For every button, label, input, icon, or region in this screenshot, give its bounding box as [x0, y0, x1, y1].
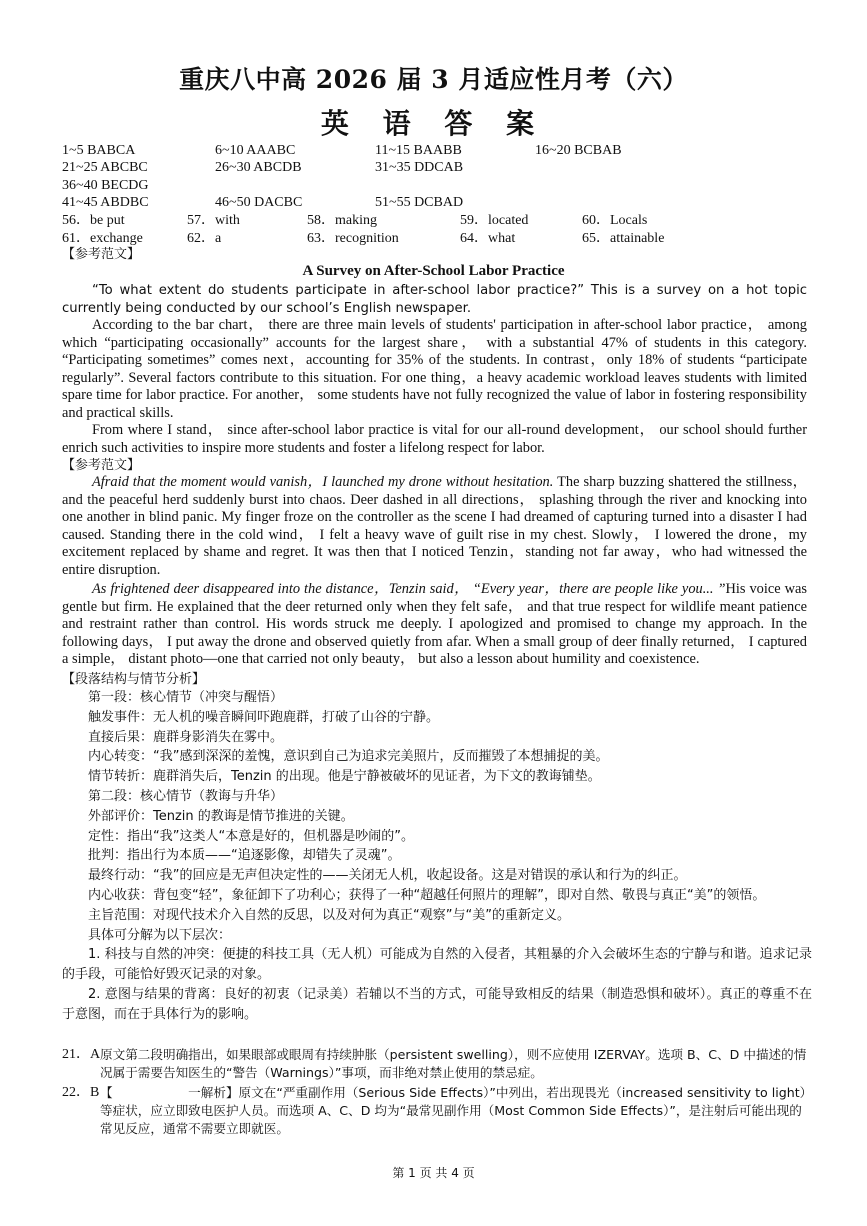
answer-item: 64．what [460, 231, 516, 246]
analysis-line: 最终行动：“我”的回应是无声但决定性的——关闭无人机，收起设备。这是对错误的承认和行为的纠正。 [88, 868, 687, 884]
section-label: 【参考范文】 [62, 247, 141, 262]
analysis-line: 2. 意图与结果的背离：良好的初衷（记录美）若辅以不当的方式，可能导致相反的结果（制造恐惧和破坏）。真正的尊重不在于意图，而在于具体行为的影响。 [62, 986, 812, 1022]
analysis-line: 第二段：核心情节（教诲与升华） [88, 788, 284, 804]
answer-item: 57．with [187, 213, 240, 228]
page-subtitle: 英 语 答 案 [320, 107, 547, 140]
analysis-line: 直接后果：鹿群身影消失在雾中。 [88, 729, 284, 745]
answer-item: 58．making [307, 213, 377, 228]
continuation-text: The sharp buzzing shattered the stillness， and the peaceful herd suddenly burst into chaos. Deer dashed in all directions， splashing through the river and knocking into one another in blind panic. My finger froze on the controller as the scene I had dreamed of capturing turned into a disaster I had caused. Standing there in the cold wind， I felt a heavy wave of guilt rise in my chest. Slowly， I lowered the drone，my excitement replaced by shame and regret. It was then that I noticed Tenzin，standing not far away，who had witnessed the entire disruption. [62, 474, 808, 578]
answer-item: 61．exchange [62, 231, 143, 246]
answer-group: 6~10 AAABC [215, 143, 296, 158]
answer-item: 60．Locals [582, 213, 648, 228]
essay-paragraph: “To what extent do students participate in after-school labor practice?” This is a survey on a hot topic currently being conducted by our school’s English newspaper. [62, 283, 807, 316]
continuation-paragraph [62, 581, 807, 669]
answer-group: 46~50 DACBC [215, 195, 303, 210]
answer-group: 41~45 ABDBC [62, 195, 149, 210]
section-label: 【参考范文】 [62, 458, 141, 473]
essay-title: A Survey on After-School Labor Practice [302, 263, 565, 279]
answer-group: 11~15 BAABB [375, 143, 462, 158]
answer-group: 21~25 ABCBC [62, 160, 148, 175]
analysis-line: 触发事件：无人机的噪音瞬间吓跑鹿群，打破了山谷的宁静。 [88, 709, 440, 725]
given-lead-sentence: Afraid that the moment would vanish，I launched my drone without hesitation. [92, 474, 554, 490]
analysis-line: 内心收获：背包变“轻”，象征卸下了功利心；获得了一种“超越任何照片的理解”，即对自然、敬畏与真正“美”的领悟。 [88, 887, 766, 903]
explanation-item [62, 1046, 812, 1082]
essay-paragraph: According to the bar chart， there are three main levels of students' participation in after-school labor practice， among which “participating occasionally” accounts for the largest share， with a substantial 47% of students in this category. “Participating sometimes” comes next，accounting for 35% of the students. In contrast，only 18% of students “participate regularly”. Several factors contribute to this situation. For one thing，a heavy academic workload leaves students with limited spare time for labor practice. For another， some students have not fully recognized the value of labor in fostering responsibility and practical skills. [62, 317, 807, 421]
essay-paragraph: From where I stand， since after-school labor practice is vital for our all-round development， our school should further enrich such activities to inspire more students and foster a lifelong respect for labor. [62, 422, 807, 456]
answer-item: 62．a [187, 231, 222, 246]
answer-group: 51~55 DCBAD [375, 195, 464, 210]
answer-group: 1~5 BABCA [62, 143, 136, 158]
analysis-line: 批判：指出行为本质——“追逐影像，却错失了灵魂”。 [88, 848, 401, 864]
answer-group: 26~30 ABCDB [215, 160, 302, 175]
analysis-line: 定性：指出“我”这类人“本意是好的，但机器是吵闹的”。 [88, 828, 414, 844]
analysis-line: 第一段：核心情节（冲突与醒悟） [88, 690, 284, 705]
section-label: 【段落结构与情节分析】 [62, 672, 206, 687]
answer-item: 65．attainable [582, 231, 665, 246]
analysis-line: 情节转折：鹿群消失后，Tenzin 的出现。他是宁静被破坏的见证者，为下文的教诲铺垫。 [88, 769, 601, 785]
answer-item: 59．located [460, 213, 529, 228]
answer-item: 63．recognition [307, 231, 399, 246]
continuation-paragraph [62, 474, 807, 580]
explanation-item [62, 1084, 812, 1138]
question-number: 22．B [62, 1085, 100, 1100]
analysis-line: 具体可分解为以下层次： [88, 927, 232, 943]
explanation-text: 原文第二段明确指出，如果眼部或眼周有持续肿胀（persistent swelling），则不应使用 IZERVAY。选项 B、C、D 中描述的情况属于需要告知医生的“警告（Warnings）”事项，而非绝对禁止使用的禁忌症。 [100, 1047, 807, 1080]
page-footer: 第 1 页 共 4 页 [392, 1166, 475, 1180]
analysis-line: 外部评价：Tenzin 的教诲是情节推进的关键。 [88, 808, 354, 824]
explanation-text: 【 一解析】原文在“严重副作用（Serious Side Effects）”中列出，若出现畏光（increased sensitivity to light）等症状，应立即致电医护人员。而选项 A、C、D 均为“最常见副作用（Most Common Side Effects）”，是注射后可能出现的常见反应，通常不需要立即就医。 [100, 1085, 806, 1136]
given-lead-sentence: As frightened deer disappeared into the distance，Tenzin said， “Every year，there are people like you... ” [92, 581, 726, 597]
continuation-text: His voice was gentle but firm. He explained that the deer returned only when they felt safe， and that true respect for wildlife meant patience and restraint rather than control. His words struck me deeply. I apologized and promised to change my approach. In the following days， I put away the drone and observed quietly from afar. When a small group of deer finally returned， I captured a simple， distant photo—one that carried not only beauty， but also a lesson about humility and coexistence. [62, 581, 808, 668]
analysis-line: 1. 科技与自然的冲突：便捷的科技工具（无人机）可能成为自然的入侵者，其粗暴的介入会破坏生态的宁静与和谐。追求记录的手段，可能恰好毁灭记录的对象。 [62, 947, 812, 983]
page-title: 重庆八中高 2026 届 3 月适应性月考（六） [179, 65, 688, 94]
question-number: 21．A [62, 1047, 101, 1062]
answer-group: 36~40 BECDG [62, 178, 149, 193]
answer-group: 16~20 BCBAB [535, 143, 622, 158]
answer-item: 56．be put [62, 213, 125, 228]
analysis-line: 主旨范围：对现代技术介入自然的反思，以及对何为真正“观察”与“美”的重新定义。 [88, 907, 570, 923]
answer-group: 31~35 DDCAB [375, 160, 464, 175]
analysis-line: 内心转变：“我”感到深深的羞愧，意识到自己为追求完美照片，反而摧毁了本想捕捉的美。 [88, 749, 609, 765]
analysis-block [62, 688, 812, 1025]
